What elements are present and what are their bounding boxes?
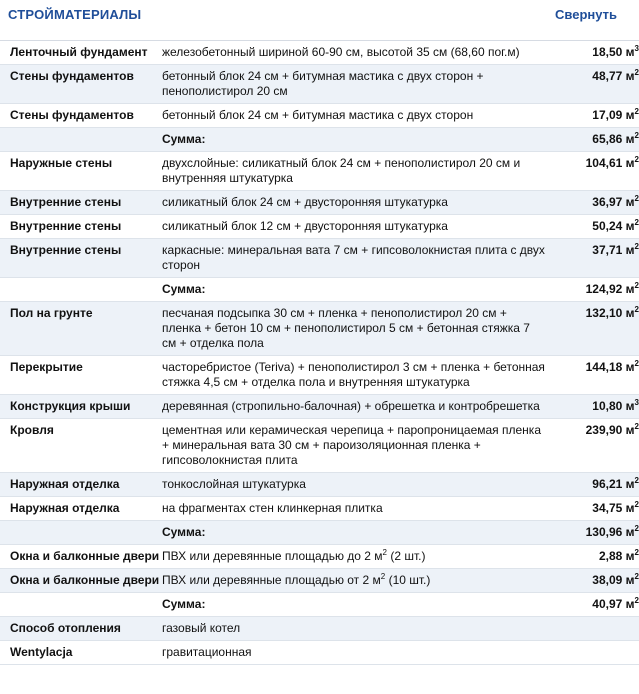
element-value xyxy=(551,641,639,665)
element-name: Внутренние стены xyxy=(0,191,160,215)
element-name: Наружная отделка xyxy=(0,473,160,497)
table-row xyxy=(0,497,639,521)
element-description: газовый котел xyxy=(160,617,551,641)
element-name: Пол на грунте xyxy=(0,302,160,356)
sum-label: Сумма: xyxy=(160,128,551,152)
element-description: цементная или керамическая черепица + паропроницаемая пленка + минеральная вата 30 см + пароизоляционная пленка + гипсоволокнистая плита xyxy=(160,419,551,473)
sum-row xyxy=(0,521,639,545)
sum-label: Сумма: xyxy=(160,593,551,617)
element-value: 50,24 $м^2$ xyxy=(551,215,639,239)
element-name: Стены фундаментов xyxy=(0,65,160,104)
element-name: Перекрытие xyxy=(0,356,160,395)
section-title: СТРОЙМАТЕРИАЛЫ xyxy=(8,7,142,22)
element-name: Внутренние стены xyxy=(0,215,160,239)
section-header xyxy=(0,0,639,41)
materials-table xyxy=(0,41,639,665)
element-description: бетонный блок 24 см + битумная мастика с двух сторон xyxy=(160,104,551,128)
element-value: 124,92 $м^2$ xyxy=(551,278,639,302)
element-name: Ленточный фундамент xyxy=(0,41,160,65)
element-name: Окна и балконные двери xyxy=(0,545,160,569)
element-value: 18,50 $м^3$ xyxy=(551,41,639,65)
table-row xyxy=(0,569,639,593)
element-description: ПВХ или деревянные площадью до 2 $м^2$ (2 шт.) xyxy=(160,545,551,569)
element-value: 96,21 $м^2$ xyxy=(551,473,639,497)
element-value: 65,86 $м^2$ xyxy=(551,128,639,152)
element-name: Wentylacja xyxy=(0,641,160,665)
table-row xyxy=(0,641,639,665)
element-description: гравитационная xyxy=(160,641,551,665)
element-name: Внутренние стены xyxy=(0,239,160,278)
table-row xyxy=(0,617,639,641)
element-value: 36,97 $м^2$ xyxy=(551,191,639,215)
table-row xyxy=(0,545,639,569)
element-description: железобетонный шириной 60-90 см, высотой 35 см (68,60 пог.м) xyxy=(160,41,551,65)
element-value: 2,88 $м^2$ xyxy=(551,545,639,569)
table-row xyxy=(0,419,639,473)
element-value: 40,97 $м^2$ xyxy=(551,593,639,617)
table-row xyxy=(0,152,639,191)
element-value: 17,09 $м^2$ xyxy=(551,104,639,128)
element-description: каркасные: минеральная вата 7 см + гипсоволокнистая плита с двух сторон xyxy=(160,239,551,278)
sum-label: Сумма: xyxy=(160,278,551,302)
sum-label: Сумма: xyxy=(160,521,551,545)
element-value: 10,80 $м^3$ xyxy=(551,395,639,419)
element-description: деревянная (стропильно-балочная) + обрешетка и контробрешетка xyxy=(160,395,551,419)
table-row xyxy=(0,356,639,395)
element-value: 34,75 $м^2$ xyxy=(551,497,639,521)
element-value: 48,77 $м^2$ xyxy=(551,65,639,104)
table-row xyxy=(0,104,639,128)
element-description: двухслойные: силикатный блок 24 см + пенополистирол 20 см и внутренняя штукатурка xyxy=(160,152,551,191)
element-description: на фрагментах стен клинкерная плитка xyxy=(160,497,551,521)
table-row xyxy=(0,215,639,239)
table-row xyxy=(0,191,639,215)
element-name xyxy=(0,521,160,545)
element-name xyxy=(0,593,160,617)
table-row xyxy=(0,302,639,356)
element-name: Способ отопления xyxy=(0,617,160,641)
element-value: 104,61 $м^2$ xyxy=(551,152,639,191)
element-description: песчаная подсыпка 30 см + пленка + пенополистирол 20 см + пленка + бетон 10 см + пенополистирол 5 см + бетонная стяжка 7 см + отделка пола xyxy=(160,302,551,356)
element-value: 132,10 $м^2$ xyxy=(551,302,639,356)
element-value: 38,09 $м^2$ xyxy=(551,569,639,593)
element-description: часторебристое (Teriva) + пенополистирол 3 см + пленка + бетонная стяжка 4,5 см + отделка пола и внутренняя штукатурка xyxy=(160,356,551,395)
element-description: бетонный блок 24 см + битумная мастика с двух сторон + пенополистирол 20 см xyxy=(160,65,551,104)
element-description: ПВХ или деревянные площадью от 2 $м^2$ (10 шт.) xyxy=(160,569,551,593)
element-name: Стены фундаментов xyxy=(0,104,160,128)
table-row xyxy=(0,65,639,104)
element-value xyxy=(551,617,639,641)
sum-row xyxy=(0,593,639,617)
element-name: Окна и балконные двери xyxy=(0,569,160,593)
collapse-link[interactable]: Свернуть xyxy=(555,7,617,22)
element-name: Наружная отделка xyxy=(0,497,160,521)
element-value: 37,71 $м^2$ xyxy=(551,239,639,278)
element-value: 239,90 $м^2$ xyxy=(551,419,639,473)
sum-row xyxy=(0,128,639,152)
element-description: тонкослойная штукатурка xyxy=(160,473,551,497)
element-description: силикатный блок 12 см + двусторонняя штукатурка xyxy=(160,215,551,239)
element-name xyxy=(0,128,160,152)
sum-row xyxy=(0,278,639,302)
element-name xyxy=(0,278,160,302)
element-name: Конструкция крыши xyxy=(0,395,160,419)
element-description: силикатный блок 24 см + двусторонняя штукатурка xyxy=(160,191,551,215)
table-row xyxy=(0,41,639,65)
element-value: 144,18 $м^2$ xyxy=(551,356,639,395)
element-name: Кровля xyxy=(0,419,160,473)
table-row xyxy=(0,239,639,278)
element-value: 130,96 $м^2$ xyxy=(551,521,639,545)
table-row xyxy=(0,473,639,497)
table-row xyxy=(0,395,639,419)
element-name: Наружные стены xyxy=(0,152,160,191)
